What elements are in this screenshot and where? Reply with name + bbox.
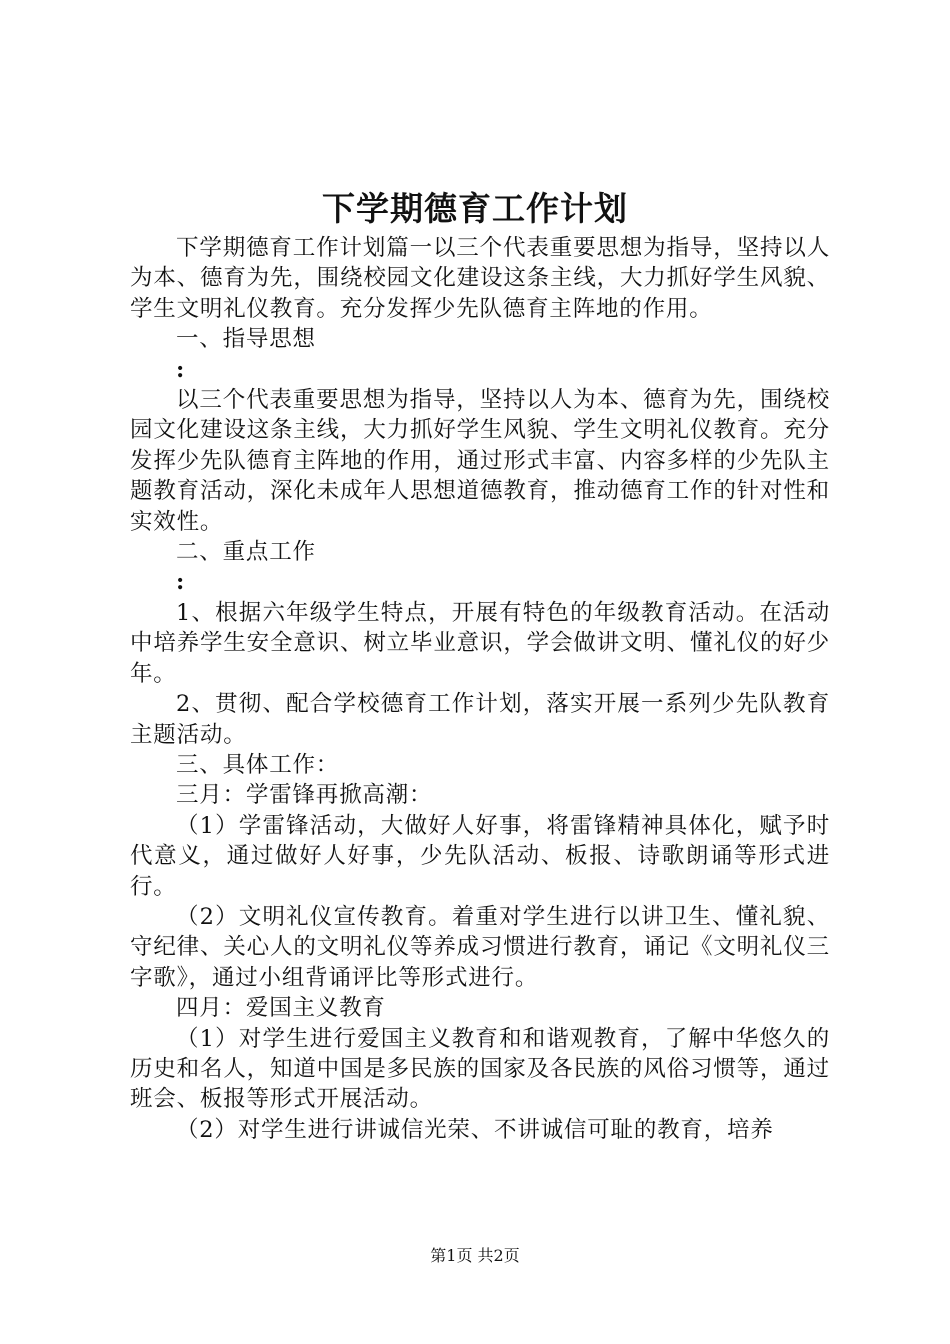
- colon-line: :: [176, 569, 186, 596]
- paragraph-key-work-2: 2、贯彻、配合学校德育工作计划，落实开展一系列少先队教育主题活动。: [130, 691, 830, 748]
- page-footer: 第1页 共2页: [430, 1246, 520, 1265]
- heading-specific-work: 三、具体工作：: [176, 751, 340, 778]
- paragraph-march-2: （2）文明礼仪宣传教育。着重对学生进行以讲卫生、懂礼貌、守纪律、关心人的文明礼仪等养成习惯进行教育，诵记《文明礼仪三字歌》，通过小组背诵评比等形式进行。: [130, 903, 830, 991]
- paragraph-april-2: （2）对学生进行讲诚信光荣、不讲诚信可耻的教育，培养: [176, 1116, 774, 1143]
- paragraph-guiding-thought: 以三个代表重要思想为指导，坚持以人为本、德育为先，围绕校园文化建设这条主线，大力抓好学生风貌、学生文明礼仪教育。充分发挥少先队德育主阵地的作用，通过形式丰富、内容多样的少先队主题教育活动，深化未成年人思想道德教育，推动德育工作的针对性和实效性。: [130, 387, 830, 535]
- heading-guiding-thought: 一、指导思想: [176, 326, 316, 353]
- paragraph-intro: 下学期德育工作计划篇一以三个代表重要思想为指导，坚持以人为本、德育为先，围绕校园文化建设这条主线，大力抓好学生风貌、学生文明礼仪教育。充分发挥少先队德育主阵地的作用。: [130, 235, 830, 322]
- heading-april: 四月：爱国主义教育: [176, 995, 386, 1022]
- paragraph-april-1: （1）对学生进行爱国主义教育和和谐观教育，了解中华悠久的历史和名人，知道中国是多民族的国家及各民族的风俗习惯等，通过班会、板报等形式开展活动。: [130, 1025, 830, 1113]
- colon-line: :: [176, 356, 186, 383]
- heading-march: 三月：学雷锋再掀高潮：: [176, 782, 433, 809]
- paragraph-key-work-1: 1、根据六年级学生特点，开展有特色的年级教育活动。在活动中培养学生安全意识、树立毕业意识，学会做讲文明、懂礼仪的好少年。: [130, 599, 830, 687]
- document-body: [130, 233, 830, 1145]
- paragraph-march-1: （1）学雷锋活动，大做好人好事，将雷锋精神具体化，赋予时代意义，通过做好人好事，少先队活动、板报、诗歌朗诵等形式进行。: [130, 812, 830, 900]
- heading-key-work: 二、重点工作: [176, 539, 316, 566]
- document-title: 下学期德育工作计划: [322, 189, 628, 228]
